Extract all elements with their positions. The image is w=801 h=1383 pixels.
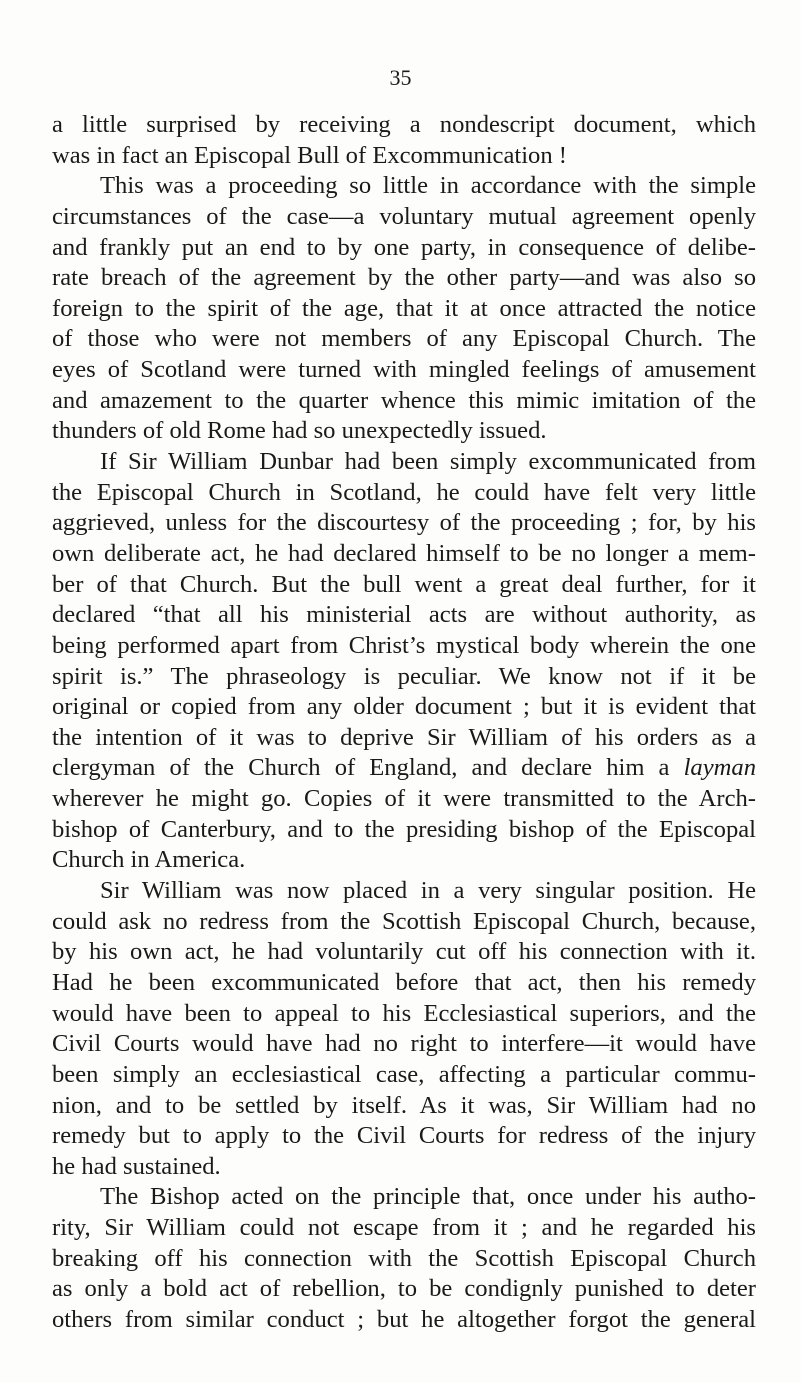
text-line-content: declared “that all his ministerial acts are without authority, as bbox=[52, 601, 756, 629]
text-line bbox=[52, 478, 756, 509]
text-line-content: could ask no redress from the Scottish Episcopal Church, because, bbox=[52, 907, 756, 935]
text-line-content: aggrieved, unless for the discourtesy of the proceeding ; for, by his bbox=[52, 509, 756, 537]
text-line-content: nion, and to be settled by itself. As it was, Sir William had no bbox=[52, 1091, 756, 1119]
text-line bbox=[52, 539, 756, 570]
text-line-content: remedy but to apply to the Civil Courts for redress of the injury bbox=[52, 1122, 756, 1150]
text-line-content: by his own act, he had voluntarily cut off his connection with it. bbox=[52, 938, 756, 966]
text-line-content: and amazement to the quarter whence this mimic imitation of the bbox=[52, 386, 756, 414]
text-line-content: others from similar conduct ; but he altogether forgot the general bbox=[52, 1305, 756, 1333]
text-line-content: the intention of it was to deprive Sir William of his orders as a bbox=[52, 723, 756, 751]
text-line-content: Sir William was now placed in a very singular position. He bbox=[100, 877, 756, 905]
text-line bbox=[52, 907, 756, 938]
text-line-content: If Sir William Dunbar had been simply excommunicated from bbox=[100, 448, 756, 476]
text-line-content: the Episcopal Church in Scotland, he could have felt very little bbox=[52, 478, 756, 506]
text-line bbox=[52, 1244, 756, 1275]
text-line-content: bishop of Canterbury, and to the presiding bishop of the Episcopal bbox=[52, 815, 756, 843]
page-number: 35 bbox=[389, 65, 412, 90]
text-line bbox=[52, 631, 756, 662]
text-line-content: he had sustained. bbox=[52, 1152, 221, 1180]
text-line bbox=[52, 202, 756, 233]
text-line-content: been simply an ecclesiastical case, affecting a particular commu- bbox=[52, 1060, 756, 1088]
text-line-content: This was a proceeding so little in accordance with the simple bbox=[100, 172, 756, 200]
text-line bbox=[52, 999, 756, 1030]
text-line bbox=[52, 416, 756, 447]
text-line bbox=[52, 1091, 756, 1122]
text-line bbox=[52, 876, 756, 907]
text-line-content: Civil Courts would have had no right to interfere—it would have bbox=[52, 1030, 756, 1058]
text-line bbox=[52, 355, 756, 386]
text-line-content: foreign to the spirit of the age, that it at once attracted the notice bbox=[52, 294, 756, 322]
text-line bbox=[52, 233, 756, 264]
text-line bbox=[52, 171, 756, 202]
text-line-content: rate breach of the agreement by the other party—and was also so bbox=[52, 264, 756, 292]
text-line-content: Had he been excommunicated before that act, then his remedy bbox=[52, 968, 756, 996]
text-line-content: breaking off his connection with the Scottish Episcopal Church bbox=[52, 1244, 756, 1272]
text-line-content: thunders of old Rome had so unexpectedly issued. bbox=[52, 417, 547, 445]
text-line bbox=[52, 508, 756, 539]
text-line-content: clergyman of the Church of England, and declare him a bbox=[52, 754, 670, 782]
italic-word: layman bbox=[683, 754, 756, 782]
text-line-content: The Bishop acted on the principle that, once under his autho- bbox=[100, 1183, 756, 1211]
text-line-content: original or copied from any older document ; but it is evident that bbox=[52, 693, 756, 721]
text-line-content: Church in America. bbox=[52, 846, 246, 874]
text-line bbox=[52, 815, 756, 846]
text-line bbox=[52, 141, 756, 172]
text-line-content: own deliberate act, he had declared himself to be no longer a mem- bbox=[52, 539, 756, 567]
text-line bbox=[52, 263, 756, 294]
text-line-content: eyes of Scotland were turned with mingled feelings of amusement bbox=[52, 356, 756, 384]
text-line bbox=[52, 386, 756, 417]
text-line bbox=[52, 1060, 756, 1091]
text-line-content: was in fact an Episcopal Bull of Excommunication ! bbox=[52, 141, 567, 169]
text-line-content: would have been to appeal to his Ecclesiastical superiors, and the bbox=[52, 999, 756, 1027]
text-line-content: wherever he might go. Copies of it were transmitted to the Arch- bbox=[52, 785, 756, 813]
text-line bbox=[52, 845, 756, 876]
text-line-content: and frankly put an end to by one party, in consequence of delibe- bbox=[52, 233, 756, 261]
text-line bbox=[52, 692, 756, 723]
text-line-content: rity, Sir William could not escape from it ; and he regarded his bbox=[52, 1214, 756, 1242]
text-line bbox=[52, 1152, 756, 1183]
text-line bbox=[52, 294, 756, 325]
text-line bbox=[52, 1213, 756, 1244]
text-line-content: circumstances of the case—a voluntary mutual agreement openly bbox=[52, 202, 756, 230]
text-line bbox=[52, 1121, 756, 1152]
text-line bbox=[52, 1182, 756, 1213]
text-line bbox=[52, 110, 756, 141]
text-line bbox=[52, 570, 756, 601]
body-text bbox=[52, 110, 756, 1336]
text-line bbox=[52, 324, 756, 355]
text-line bbox=[52, 723, 756, 754]
text-line bbox=[52, 753, 756, 784]
text-line bbox=[52, 968, 756, 999]
text-line bbox=[52, 447, 756, 478]
text-line bbox=[52, 1029, 756, 1060]
text-line bbox=[52, 1305, 756, 1336]
text-line bbox=[52, 784, 756, 815]
text-line-content: a little surprised by receiving a nondescript document, which bbox=[52, 111, 756, 138]
text-line-content: of those who were not members of any Episcopal Church. The bbox=[52, 325, 756, 353]
text-line bbox=[52, 937, 756, 968]
text-line-content: spirit is.” The phraseology is peculiar. We know not if it be bbox=[52, 662, 756, 690]
text-line bbox=[52, 1274, 756, 1305]
text-line-content: being performed apart from Christ’s mystical body wherein the one bbox=[52, 631, 756, 659]
text-line-content: as only a bold act of rebellion, to be condignly punished to deter bbox=[52, 1275, 756, 1303]
text-line bbox=[52, 662, 756, 693]
text-line bbox=[52, 600, 756, 631]
text-line-content: ber of that Church. But the bull went a great deal further, for it bbox=[52, 570, 756, 598]
